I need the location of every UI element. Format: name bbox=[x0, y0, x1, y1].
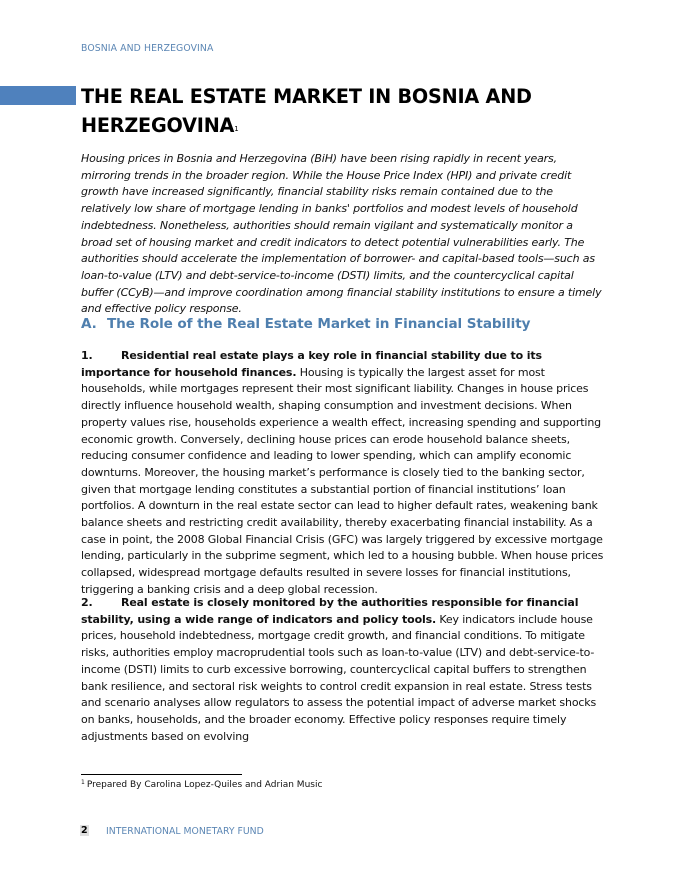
footnote-marker: 1 bbox=[81, 779, 85, 786]
footnote-text: Prepared By Carolina Lopez-Quiles and Adrian Music bbox=[86, 780, 323, 790]
title-accent-bar bbox=[0, 86, 76, 105]
paragraph-number: 2. bbox=[81, 596, 93, 609]
page-title bbox=[81, 82, 621, 145]
paragraph-lead: Residential real estate plays a key role in financial stability due to its importance for household finances. bbox=[81, 349, 542, 379]
footnote bbox=[81, 780, 322, 790]
abstract: Housing prices in Bosnia and Herzegovina (BiH) have been rising rapidly in recent years, mirroring trends in the broader region. While the House Price Index (HPI) and private credit growth have increased significantly, financial stability risks remain contained due to the relatively low share of mortgage lending in banks' portfolios and modest levels of household indebtedness. Nonetheless, authorities should remain vigilant and systematically monitor a broad set of housing market and credit indicators to detect potential vulnerabilities early. The authorities should accelerate the implementation of borrower- and capital-based tools—such as loan-to-value (LTV) and debt-service-to-income (DSTI) limits, and the countercyclical capital buffer (CCyB)—and improve coordination among financial stability institutions to ensure a timely and effective policy response. bbox=[81, 152, 602, 316]
section-heading bbox=[81, 316, 530, 332]
paragraph-2 bbox=[81, 595, 606, 745]
page-title-text: THE REAL ESTATE MARKET IN BOSNIA AND HERZEGOVINA bbox=[81, 85, 532, 137]
paragraph-number: 1. bbox=[81, 349, 93, 362]
paragraph-1 bbox=[81, 348, 606, 599]
paragraph-lead: Real estate is closely monitored by the authorities responsible for financial stability, using a wide range of indicators and policy tools. bbox=[81, 596, 579, 626]
section-title: The Role of the Real Estate Market in Financial Stability bbox=[107, 316, 531, 332]
page-number: 2 bbox=[81, 825, 88, 836]
footnote-separator bbox=[81, 774, 242, 775]
running-head: BOSNIA AND HERZEGOVINA bbox=[81, 43, 214, 54]
paragraph-body: Key indicators include house prices, household indebtedness, mortgage credit growth, and financial conditions. To mitigate risks, authorities employ macroprudential tools such as loan-to-value (LTV) and debt-service-to-income (DSTI) limits to curb excessive borrowing, countercyclical capital buffers to strengthen bank resilience, and sectoral risk weights to control credit expansion in real estate. Stress tests and scenario analyses allow regulators to assess the potential impact of adverse market shocks on banks, households, and the broader economy. Effective policy responses require timely adjustments based on evolving bbox=[81, 612, 597, 743]
title-footnote-marker[interactable]: 1 bbox=[234, 125, 239, 133]
paragraph-body: Housing is typically the largest asset for most households, while mortgages represent their most significant liability. Changes in house prices directly influence household wealth, shaping consumption and investment decisions. When property values rise, households experience a wealth effect, increasing spending and supporting economic growth. Conversely, declining house prices can erode household balance sheets, reducing consumer confidence and leading to lower spending, which can amplify economic downturns. Moreover, the housing market’s performance is closely tied to the banking sector, given that mortgage lending constitutes a substantial portion of financial institutions’ loan portfolios. A downturn in the real estate sector can lead to higher default rates, weakening bank balance sheets and restricting credit availability, thereby exacerbating financial instability. As a case in point, the 2008 Global Financial Crisis (GFC) was largely triggered by excessive mortgage lending, particularly in the subprime segment, which led to a housing bubble. When house prices collapsed, widespread mortgage defaults resulted in severe losses for financial institutions, triggering a banking crisis and a deep global recession. bbox=[81, 365, 604, 596]
section-letter: A. bbox=[81, 316, 97, 332]
footer-publisher: INTERNATIONAL MONETARY FUND bbox=[106, 826, 264, 837]
